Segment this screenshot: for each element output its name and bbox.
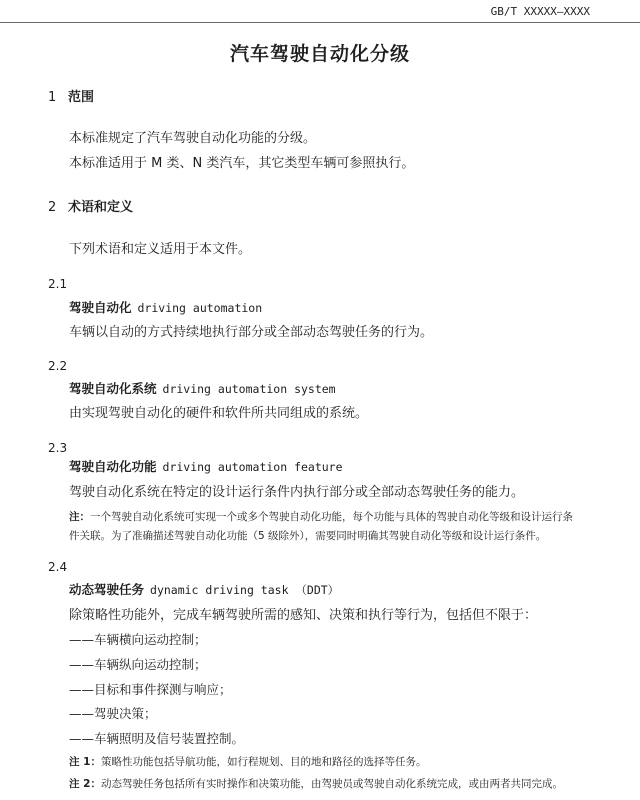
section-number: 2 [48,200,57,215]
section-2-heading [48,201,133,214]
term-zh: 动态驾驶任务 [69,582,145,597]
term-2-3-note-line-2: 件关联。为了准确描述驾驶自动化功能（5 级除外），需要同时明确其驾驶自动化等级和设计运行条件。 [69,530,547,542]
term-2-2-title [69,383,336,396]
term-zh: 驾驶自动化系统 [69,381,157,396]
term-2-1-number: 2.1 [48,277,68,291]
note-text: 策略性功能包括导航功能，如行程规划、目的地和路径的选择等任务。 [100,756,427,768]
term-2-3-title [69,461,343,474]
section-title: 范围 [68,90,95,105]
term-en: driving automation feature [162,460,343,474]
document-title: 汽车驾驶自动化分级 [229,43,410,65]
term-zh: 驾驶自动化 [69,300,132,315]
term-2-4-number: 2.4 [48,560,68,574]
note-label: 注 1： [69,756,101,768]
list-item: ——车辆横向运动控制； [69,632,207,647]
note-text: 一个驾驶自动化系统可实现一个或多个驾驶自动化功能，每个功能与具体的驾驶自动化等级和设计运行条 [90,511,573,523]
section-title: 术语和定义 [68,200,134,215]
list-item: ——目标和事件探测与响应； [69,682,232,697]
term-en: dynamic driving task （DDT） [150,583,340,597]
term-2-4-definition: 除策略性功能外，完成车辆驾驶所需的感知、决策和执行等行为，包括但不限于： [69,608,538,623]
list-item: ——车辆纵向运动控制； [69,657,207,672]
section-1-heading [48,91,94,104]
term-zh: 驾驶自动化功能 [69,459,157,474]
term-en: driving automation [137,301,263,315]
term-2-4-title [69,584,339,597]
standard-number: GB/T XXXXX—XXXX [490,5,590,18]
term-2-3-definition: 驾驶自动化系统在特定的设计运行条件内执行部分或全部动态驾驶任务的能力。 [69,485,525,500]
section-number: 1 [48,90,57,105]
note-text: 动态驾驶任务包括所有实时操作和决策功能，由驾驶员或驾驶自动化系统完成，或由两者共同完成。 [100,778,563,790]
list-item: ——车辆照明及信号装置控制。 [69,731,245,746]
term-2-2-definition: 由实现驾驶自动化的硬件和软件所共同组成的系统。 [69,406,369,421]
note-label: 注 2： [69,778,101,790]
term-2-3-number: 2.3 [48,441,68,455]
term-2-1-definition: 车辆以自动的方式持续地执行部分或全部动态驾驶任务的行为。 [69,325,434,340]
section-1-paragraph-2: 本标准适用于 M 类、N 类汽车，其它类型车辆可参照执行。 [69,156,415,171]
term-2-3-note-line-1 [69,512,573,523]
term-2-4-note-1 [69,757,426,768]
term-en: driving automation system [162,382,336,396]
list-item: ——驾驶决策； [69,706,157,721]
section-1-paragraph-1: 本标准规定了汽车驾驶自动化功能的分级。 [69,131,317,146]
section-2-intro: 下列术语和定义适用于本文件。 [69,242,252,257]
term-2-2-number: 2.2 [48,359,68,373]
term-2-1-title [69,302,262,315]
header-divider [0,22,640,23]
term-2-4-note-2 [69,779,563,790]
note-label: 注： [69,511,90,523]
